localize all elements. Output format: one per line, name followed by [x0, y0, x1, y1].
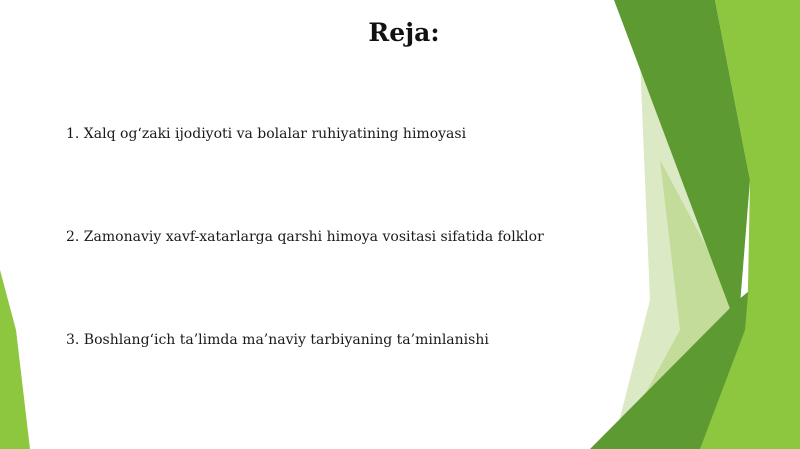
- slide-title: Reja:: [368, 18, 440, 47]
- plan-item-3: 3. Boshlang‘ich ta’limda ma’naviy tarbiyaning ta’minlanishi: [66, 332, 489, 348]
- left-edge-facet: [0, 270, 30, 449]
- plan-item-1: 1. Xalq og‘zaki ijodiyoti va bolalar ruhiyatining himoyasi: [66, 126, 467, 142]
- plan-item-2: 2. Zamonaviy xavf-xatarlarga qarshi himoya vositasi sifatida folklor: [66, 229, 544, 245]
